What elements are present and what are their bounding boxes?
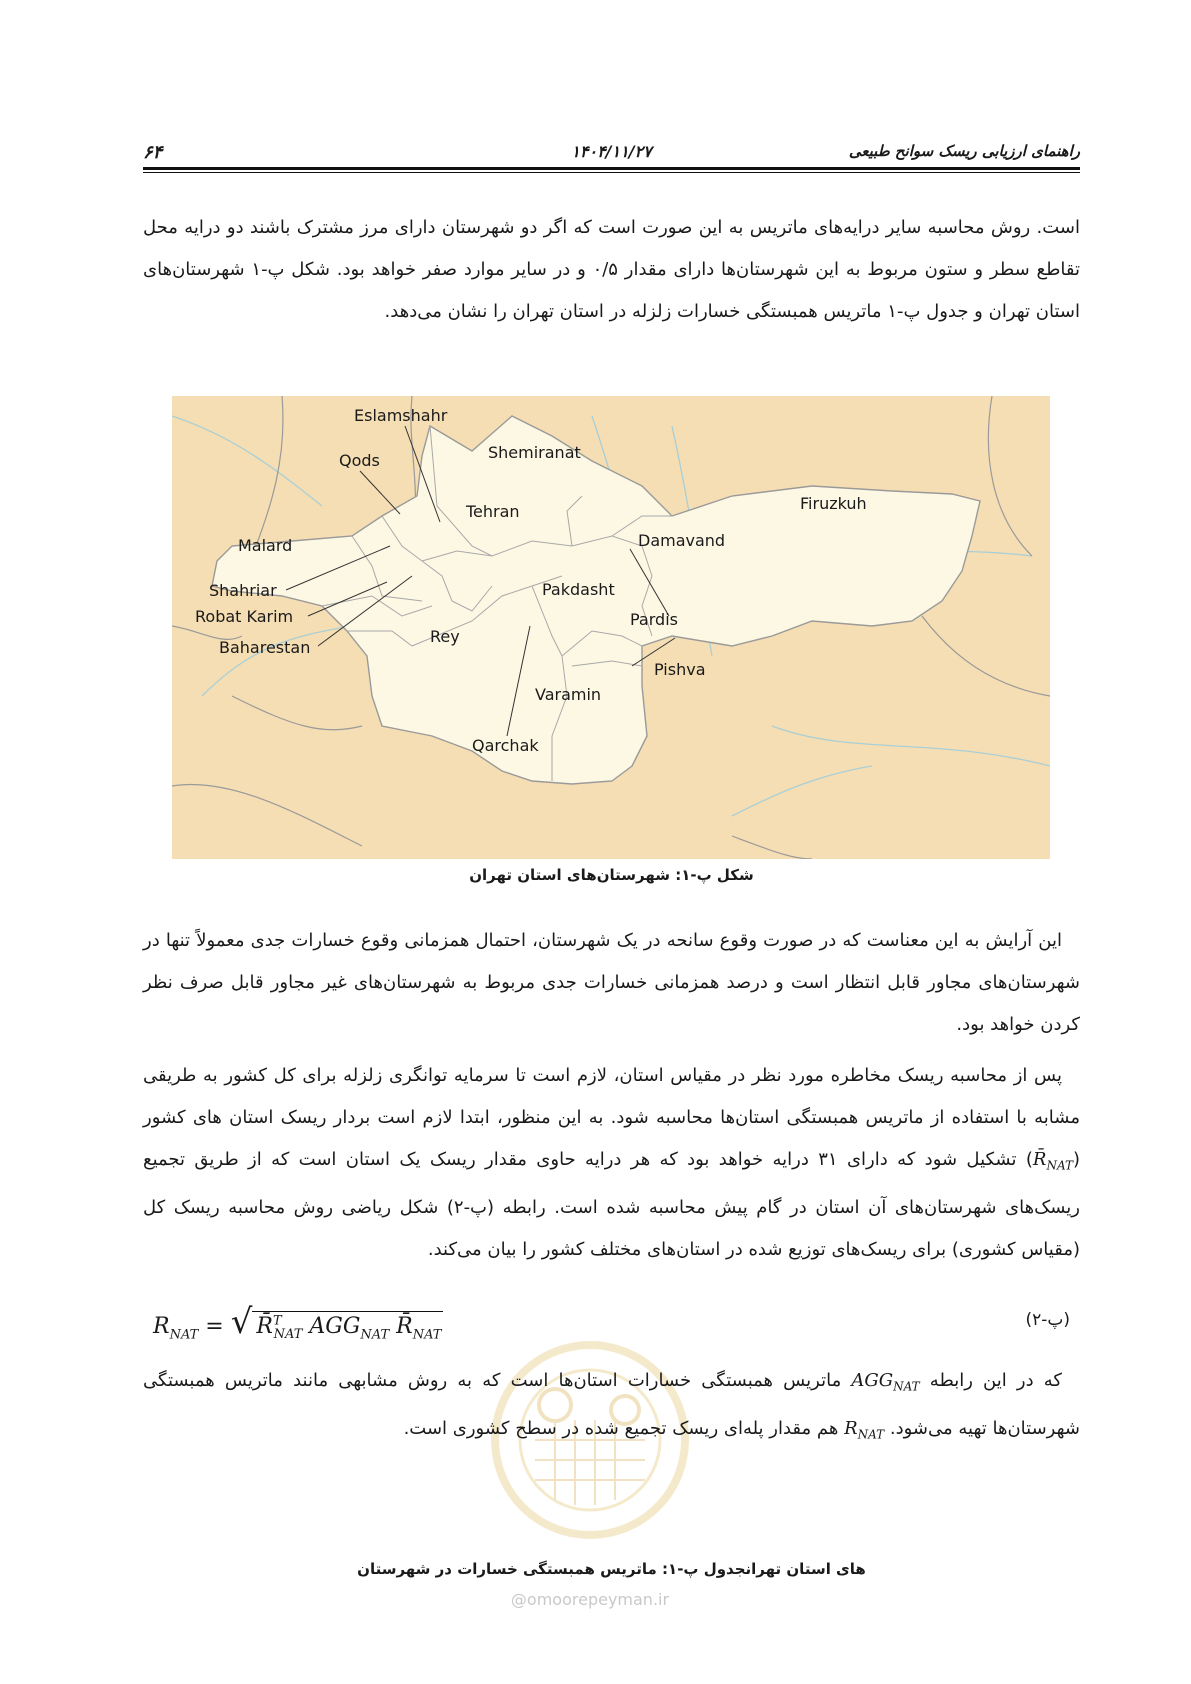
label-firuzkuh: Firuzkuh <box>800 494 867 513</box>
label-varamin: Varamin <box>535 685 602 704</box>
label-shahriar: Shahriar <box>209 581 277 600</box>
figure-caption: شکل پ-۱: شهرستان‌های استان تهران <box>469 866 754 884</box>
label-pishva: Pishva <box>654 660 706 679</box>
paragraph-4-part-b: ماتریس همبستگی خسارات استان‌ها است که به روش مشابهی مانند ماتریس همبستگی شهرستان‌ها تهیه می‌شود. <box>143 1370 1080 1439</box>
label-qods: Qods <box>339 451 380 470</box>
label-shemiranat: Shemiranat <box>488 443 581 462</box>
paragraph-3-part-a: پس از محاسبه ریسک مخاطره مورد نظر در مقیاس استان، لازم است تا سرمایه توانگری زلزله برای کل کشور به طریقی مشابه با استفاده از ماتریس همبستگی استان‌ها محاسبه شود. به این منظور، ابتدا لازم است بردار ریسک استان های کشور ( <box>143 1065 1080 1170</box>
page-header <box>143 138 1080 168</box>
label-rey: Rey <box>430 627 460 646</box>
paragraph-4-part-a: که در این رابطه <box>919 1370 1062 1391</box>
math-r-nat-bar: $R̄_{NAT}$ <box>1032 1149 1073 1173</box>
math-r-nat: $R_{NAT}$ <box>844 1417 885 1442</box>
paragraph-2: این آرایش به این معناست که در صورت وقوع سانحه در یک شهرستان، احتمال همزمانی وقوع خسارات جدی معمولاً تنها در شهرستان‌های مجاور قابل انتظار است و درصد همزمانی خسارات جدی مربوط به شهرستان‌های غیر مجاور قابل صرف نظر کردن خواهد بود. <box>143 930 1080 1035</box>
label-qarchak: Qarchak <box>472 736 539 755</box>
paragraph-1: است. روش محاسبه سایر درایه‌های ماتریس به این صورت است که اگر دو شهرستان دارای مرز مشترک باشند دو درایه محل تقاطع سطر و ستون مربوط به این شهرستان‌ها دارای مقدار ۰/۵ و در سایر موارد صفر خواهد بود. شکل پ-۱ شهرستان‌های استان تهران و جدول پ-۱ ماتریس همبستگی خسارات زلزله در استان تهران را نشان می‌دهد. <box>143 217 1080 322</box>
header-date: ۱۴۰۴/۱۱/۲۷ <box>571 142 652 161</box>
paragraph-4-part-c: هم مقدار پله‌ای ریسک تجمیع شده در سطح کشوری است. <box>403 1417 845 1439</box>
label-tehran: Tehran <box>466 502 520 521</box>
paragraph-3-part-b: ) تشکیل شود که دارای ۳۱ درایه خواهد بود که هر درایه حاوی مقدار ریسک یک استان است که از طریق تجمیع ریسک‌های شهرستان‌های آن استان در گام پیش محاسبه شده است. رابطه (پ-۲) شکل ریاضی روش محاسبه ریسک کل (مقیاس کشوری) برای ریسک‌های توزیع شده در استان‌های مختلف کشور را بیان می‌کند. <box>143 1149 1080 1260</box>
paragraph-4 <box>143 1360 1080 1455</box>
label-pakdasht: Pakdasht <box>542 580 615 599</box>
label-malard: Malard <box>238 536 293 555</box>
document-title: راهنمای ارزیابی ریسک سوانح طبیعی <box>848 142 1080 160</box>
label-baharestan: Baharestan <box>219 638 311 657</box>
header-rule-thin <box>143 172 1080 173</box>
page-number: ۶۴ <box>143 142 163 163</box>
label-robat-karim: Robat Karim <box>195 607 294 626</box>
tehran-counties-map <box>172 396 1050 859</box>
header-rule-thick <box>143 167 1080 170</box>
label-pardis: Pardis <box>630 610 678 629</box>
table-caption: های استان تهرانجدول پ-۱: ماتریس همبستگی خسارات در شهرستان <box>357 1560 866 1578</box>
label-eslamshahr: Eslamshahr <box>354 406 448 425</box>
equation-number: (پ-۲) <box>1025 1310 1070 1330</box>
math-agg-nat: $AGG_{NAT}$ <box>851 1370 920 1394</box>
paragraph-3 <box>143 1055 1080 1271</box>
equation-r-nat: $R_{NAT}$ = √ R̄$^T_{NAT}$ $AGG_{NAT}$ $R̄_{NAT}$ <box>153 1302 442 1343</box>
watermark-text: @omoorepeyman.ir <box>510 1590 670 1609</box>
label-damavand: Damavand <box>638 531 726 550</box>
